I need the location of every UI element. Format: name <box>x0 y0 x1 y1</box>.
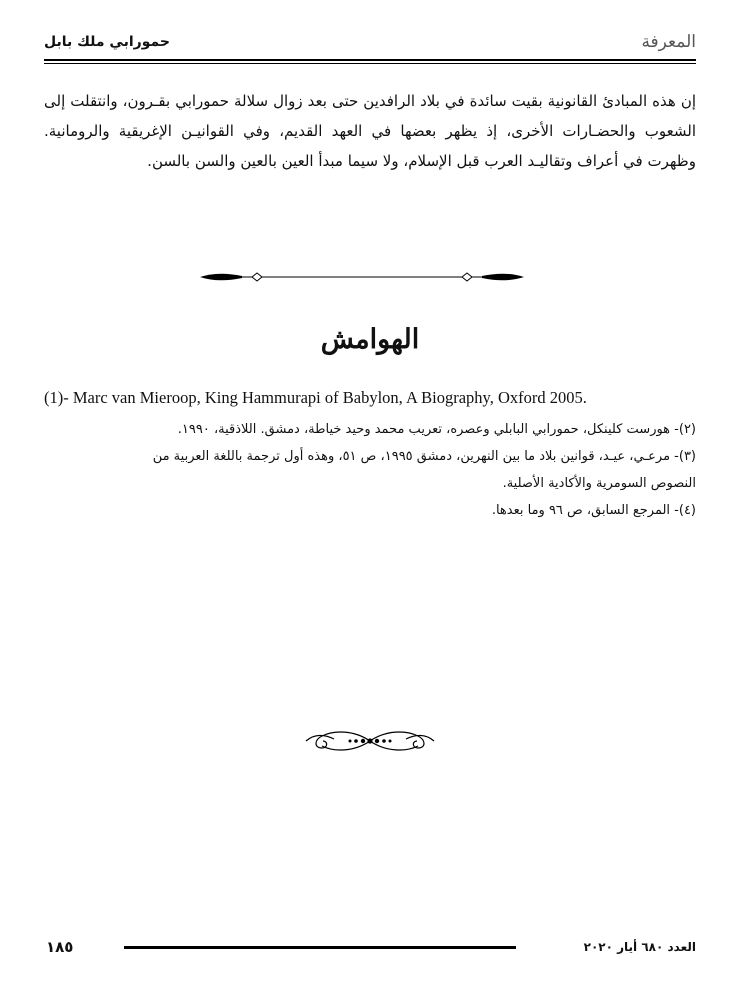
notes-heading: الهوامش <box>320 324 420 355</box>
footnote-1: (1)- Marc van Mieroop, King Hammurapi of Babylon, A Biography, Oxford 2005. <box>44 388 587 407</box>
page-header <box>44 30 696 56</box>
running-title: حمورابي ملك بابل <box>44 34 170 50</box>
footnotes-list <box>44 386 696 524</box>
footnote-4: (٤)- المرجع السابق، ص ٩٦ وما بعدها. <box>491 503 696 518</box>
body-paragraph: إن هذه المبادئ القانونية بقيت سائدة في بلاد الرافدين حتى بعد زوال سلالة حمورابي بقـرون، وانتقلت إلى الشعوب والحضـارات الأخرى، إذ يظهر بعضها في العهد القديم، وفي القوانيـن الإغريقية والرومانية. وظهرت في أعراف وتقاليـد العرب قبل الإسلام، ولا سيما مبدأ العين بالعين والسن بالسن. <box>44 92 696 170</box>
footer-rule <box>124 946 516 949</box>
section-divider <box>198 268 526 286</box>
magazine-logo: المعرفة <box>641 32 696 52</box>
footnote-3-continued: النصوص السومرية والأكادية الأصلية. <box>502 476 696 491</box>
closing-ornament-icon <box>304 724 436 758</box>
footnote-3: (٣)- مرعـي، عيـد، قوانين بلاد ما بين النهرين، دمشق ١٩٩٥، ص ٥١، وهذه أول ترجمة باللغة العربية من <box>152 449 696 464</box>
footnote-2: (٢)- هورست كلينكل، حمورابي البابلي وعصره، تعريب محمد وحيد خياطة، دمشق. اللاذقية، ١٩٩٠. <box>177 422 696 437</box>
page-number: ١٨٥ <box>46 938 74 956</box>
article-body <box>44 86 696 176</box>
header-rule-thick <box>44 59 696 61</box>
header-rule-thin <box>44 63 696 64</box>
issue-label: العدد ٦٨٠ أيار ٢٠٢٠ <box>583 940 696 954</box>
